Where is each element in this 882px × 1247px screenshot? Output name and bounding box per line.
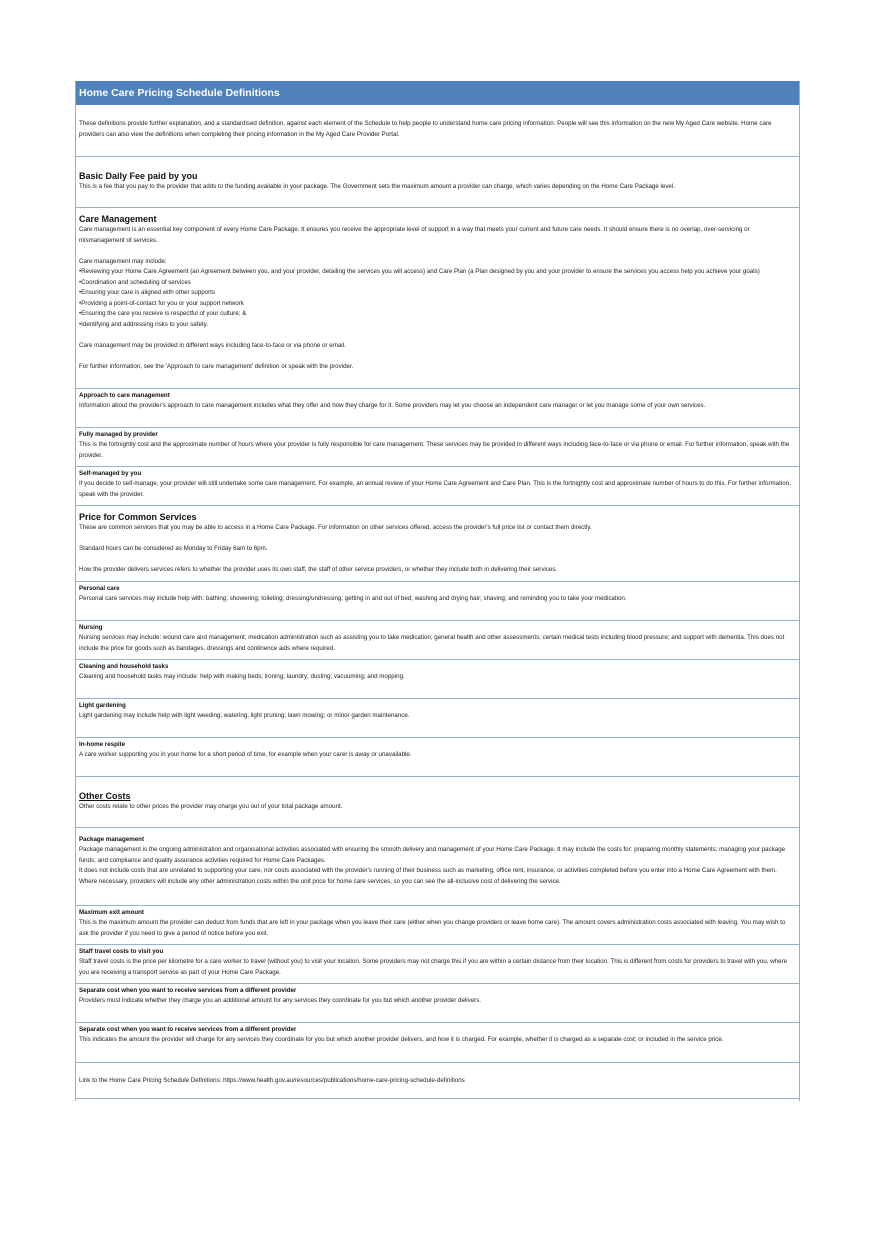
exit-amount-text: This is the maximum amount the provider can deduct from funds that are left in your package when you leave their care (either when you change providers or leave home care). The amount covers administration costs associated with leaving. You may wish to ask the provider if you need to give a period of notice before you exit.: [79, 919, 786, 937]
basic-fee-heading: Basic Daily Fee paid by you: [79, 171, 198, 181]
gardening-heading: Light gardening: [79, 702, 126, 709]
respite-heading: In-home respite: [79, 741, 126, 748]
fully-managed-heading: Fully managed by provider: [79, 431, 158, 438]
cleaning-cell: [76, 660, 799, 699]
personal-care-cell: [76, 582, 799, 621]
package-management-exclusions: It does not include costs that are unrelated to supporting your care, nor costs associated with the provider's running of their business such as marketing, office rent, insurance, or activities completed before you enter into a Home Care Agreement with them.: [79, 867, 777, 874]
cleaning-heading: Cleaning and household tasks: [79, 663, 169, 670]
basic-fee-text: This is a fee that you pay to the provider that adds to the funding available in your package. The Government sets the maximum amount a provider can charge, which varies depending on the Home Care Package level.: [79, 183, 675, 190]
nursing-heading: Nursing: [79, 624, 103, 631]
list-item: • Providing a point-of-contact for you or your support network: [79, 299, 796, 310]
nursing-cell: [76, 621, 799, 660]
common-services-text: These are common services that you may be able to access in a Home Care Package. For information on other services offered, access the provider's full price list or contact them directly.: [79, 524, 592, 531]
package-management-text: Package management is the ongoing administration and organisational activities associated with ensuring the smooth delivery and management of your Home Care Package. It may include the costs for: preparing monthly statements; managing your package funds; and compliance and quality assurance activities required for Home Care Packages.: [79, 846, 786, 864]
respite-cell: [76, 738, 799, 777]
list-item: • Reviewing your Home Care Agreement (an Agreement between you, and your provider, detailing the services you will access) and Care Plan (a Plan designed by you and your provider to ensure the services you access help you achieve your goals): [79, 267, 796, 278]
separate-cost-amount-heading: Separate cost when you want to receive services from a different provider: [79, 1026, 297, 1033]
care-management-ways: Care management may be provided in different ways including face-to-face or via phone or email.: [79, 341, 346, 349]
list-item: • Coordination and scheduling of services: [79, 278, 796, 289]
self-managed-cell: [76, 467, 799, 506]
self-managed-text: If you decide to self-manage, your provider will still undertake some care management. For example, an annual review of your Home Care Agreement and Care Plan. This is the fortnightly cost and approximate number of hours to do this. For further information, speak with the provider.: [79, 480, 791, 498]
travel-text: Staff travel costs is the price per kilometre for a care worker to travel (without you) to visit your location. Some providers may not charge this if you are within a certain distance from their location. This is different from costs for providers to travel with you, where you are receiving a transport service as part of your Home Care Package.: [79, 958, 788, 976]
exit-amount-cell: [76, 906, 799, 945]
other-costs-text: Other costs relate to other prices the provider may charge you out of your total package amount.: [79, 803, 343, 810]
definitions-sheet: [75, 81, 800, 1101]
separate-cost-amount-text: This indicates the amount the provider will charge for any services they coordinate for you but which another provider delivers, and how it is charged. For example, whether it is charged as a separate cost; or included in the service price.: [79, 1036, 724, 1043]
list-item: • Ensuring the care you receive is respectful of your culture; &: [79, 309, 796, 320]
care-management-further: For further information, see the 'Approach to care management' definition or speak with the provider.: [79, 362, 354, 370]
separate-cost-text: Providers must indicate whether they charge you an additional amount for any services they coordinate for you but which another provider delivers.: [79, 997, 482, 1004]
definitions-link[interactable]: Link to the Home Care Pricing Schedule Definitions: https://www.health.gov.au/resources/publications/home-care-pricing-schedule-definitions: [79, 1077, 465, 1084]
personal-care-heading: Personal care: [79, 585, 120, 592]
intro-text: These definitions provide further explanation, and a standardised definition, against each element of the Schedule to help people to understand home care pricing information. People will see this information on the new My Aged Care website. Home care providers can also view the definitions when completing their pricing information in the My Aged Care Provider Portal.: [79, 120, 772, 138]
cleaning-text: Cleaning and household tasks may include: help with making beds; ironing; laundry; dusting; vacuuming; and mopping.: [79, 673, 405, 680]
separate-cost-cell: [76, 984, 799, 1023]
gardening-cell: [76, 699, 799, 738]
approach-text: Information about the provider's approach to care management includes what they offer and how they charge for it. Some providers may let you choose an independent care manager or let you manage some of your own services.: [79, 402, 706, 409]
care-management-text: Care management is an essential key component of every Home Care Package. It ensures you receive the appropriate level of support in a way that meets your current and future care needs. It should ensure there is no overlap, over-servicing or mismanagement of services.: [79, 226, 750, 244]
respite-text: A care worker supporting you in your home for a short period of time, for example when your carer is away or unavailable.: [79, 751, 412, 758]
package-management-heading: Package management: [79, 836, 144, 843]
separate-cost-amount-cell: [76, 1023, 799, 1063]
care-management-list-intro: Care management may include:: [79, 257, 167, 265]
approach-cell: [76, 389, 799, 428]
package-management-inclusive: Where necessary, providers will include any other administration costs within the unit price for home care services, so you can see the all-inclusive cost of delivering the service.: [79, 877, 561, 885]
exit-amount-heading: Maximum exit amount: [79, 909, 144, 916]
link-cell: [76, 1063, 799, 1099]
nursing-text: Nursing services may include: wound care and management; medication administration such as assisting you to take medication; general health and other assessments; certain medical tests including blood pressure; and support with dementia. This does not include the price for goods such as bandages, dressings and continence aids where required.: [79, 634, 785, 652]
fully-managed-text: This is the fortnightly cost and the approximate number of hours where your provider is fully responsible for care management. These services may be provided in different ways including face-to-face or via phone or email. For further information, speak with the provider.: [79, 441, 790, 459]
travel-cell: [76, 945, 799, 984]
fully-managed-cell: [76, 428, 799, 467]
service-delivery-text: How the provider delivers services refers to whether the provider uses its own staff, the staff of other service providers, or whether they include both in delivering their services.: [79, 566, 558, 573]
self-managed-heading: Self-managed by you: [79, 470, 142, 477]
intro-cell: [76, 105, 799, 157]
page-title: Home Care Pricing Schedule Definitions: [76, 81, 799, 105]
separate-cost-heading: Separate cost when you want to receive services from a different provider: [79, 987, 297, 994]
approach-heading: Approach to care management: [79, 392, 170, 399]
other-costs-cell: [76, 777, 799, 828]
personal-care-text: Personal care services may include help with: bathing; showering; toileting; dressing/undressing; getting in and out of bed; washing and drying hair; shaving; and reminding you to take your medication.: [79, 595, 627, 602]
list-item: • Identifying and addressing risks to your safety.: [79, 320, 796, 331]
care-management-cell: [76, 208, 799, 389]
travel-heading: Staff travel costs to visit you: [79, 948, 164, 955]
standard-hours-text: Standard hours can be considered as Monday to Friday 6am to 6pm.: [79, 545, 268, 552]
gardening-text: Light gardening may include help with light weeding; watering; light pruning; lawn mowing; or minor garden maintenance.: [79, 712, 410, 719]
basic-fee-cell: [76, 157, 799, 208]
care-management-list: [79, 267, 796, 330]
other-costs-heading: Other Costs: [79, 791, 131, 801]
care-management-heading: Care Management: [79, 214, 157, 224]
common-services-heading: Price for Common Services: [79, 512, 197, 522]
package-management-cell: [76, 828, 799, 906]
common-services-cell: [76, 506, 799, 582]
list-item: • Ensuring your care is aligned with other supports: [79, 288, 796, 299]
